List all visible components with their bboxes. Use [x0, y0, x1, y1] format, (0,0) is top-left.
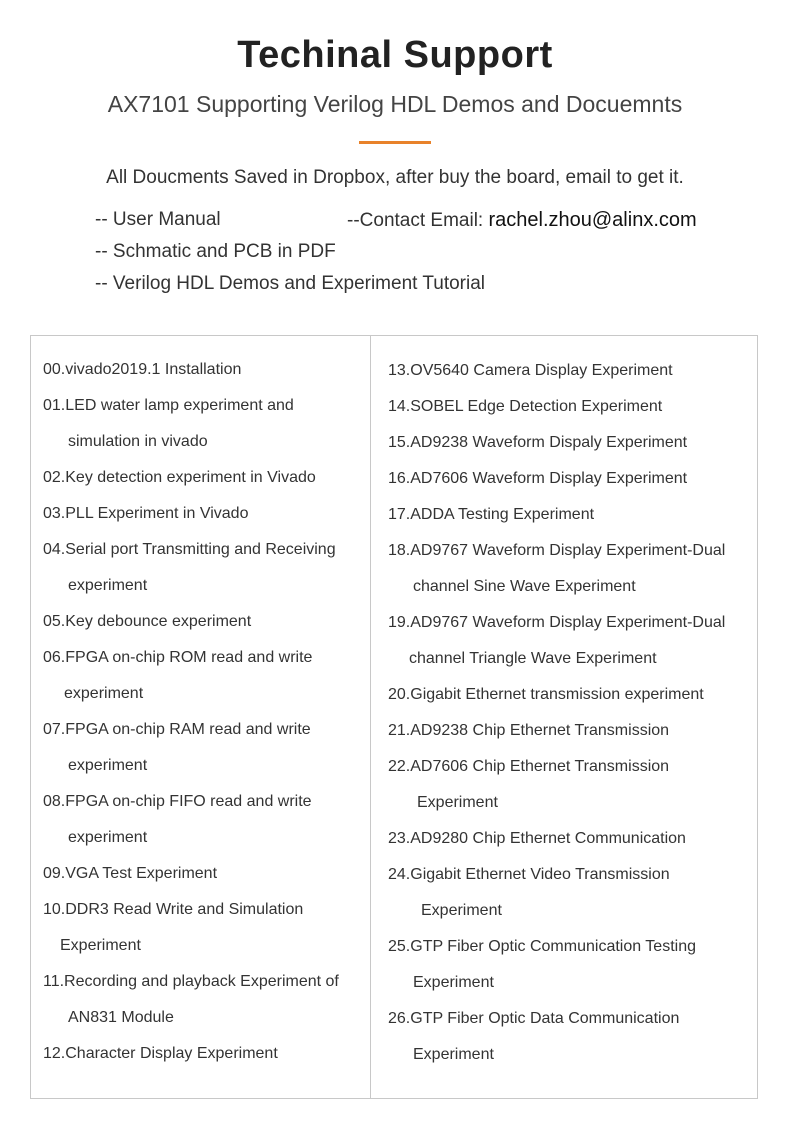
bullet-schematic: -- Schmatic and PCB in PDF — [95, 241, 336, 262]
list-item: simulation in vivado — [68, 433, 208, 450]
list-item: Experiment — [421, 902, 502, 919]
list-item: Experiment — [413, 1046, 494, 1063]
list-item: experiment — [64, 685, 144, 702]
list-item: AN831 Module — [68, 1009, 174, 1026]
list-item: 00.vivado2019.1 Installation — [43, 361, 242, 378]
contact-line — [347, 209, 697, 232]
list-item: 18.AD9767 Waveform Display Experiment-Dual — [388, 542, 726, 559]
list-item: Experiment — [60, 937, 141, 954]
list-item: 17.ADDA Testing Experiment — [388, 506, 595, 523]
intro-text: All Doucments Saved in Dropbox, after buy the board, email to get it. — [106, 167, 684, 188]
list-item: 19.AD9767 Waveform Display Experiment-Dual — [388, 614, 726, 631]
list-item: Experiment — [413, 974, 494, 991]
list-item: 14.SOBEL Edge Detection Experiment — [388, 398, 663, 415]
list-item: experiment — [68, 757, 148, 774]
list-item: 21.AD9238 Chip Ethernet Transmission — [388, 722, 670, 739]
list-item: 06.FPGA on-chip ROM read and write — [43, 649, 313, 666]
experiment-table — [30, 335, 758, 1099]
list-item: 10.DDR3 Read Write and Simulation — [43, 901, 304, 918]
list-item: experiment — [68, 829, 148, 846]
list-item: 03.PLL Experiment in Vivado — [43, 505, 249, 522]
list-item: 12.Character Display Experiment — [43, 1045, 278, 1062]
list-item: 22.AD7606 Chip Ethernet Transmission — [388, 758, 670, 775]
list-item: Experiment — [417, 794, 498, 811]
list-item: channel Triangle Wave Experiment — [409, 650, 657, 667]
list-item: channel Sine Wave Experiment — [413, 578, 636, 595]
list-item: 13.OV5640 Camera Display Experiment — [388, 362, 673, 379]
page-title: Techinal Support — [237, 34, 553, 76]
column-divider — [370, 336, 371, 1098]
list-item: 16.AD7606 Waveform Display Experiment — [388, 470, 688, 487]
list-item: 20.Gigabit Ethernet transmission experiment — [388, 686, 704, 703]
list-item: experiment — [68, 577, 148, 594]
title-accent-bar — [359, 141, 431, 144]
list-item: 09.VGA Test Experiment — [43, 865, 218, 882]
list-item: 15.AD9238 Waveform Dispaly Experiment — [388, 434, 688, 451]
list-item: 02.Key detection experiment in Vivado — [43, 469, 316, 486]
list-item: 11.Recording and playback Experiment of — [43, 973, 339, 990]
bullet-user-manual: -- User Manual — [95, 209, 221, 230]
list-item: 07.FPGA on-chip RAM read and write — [43, 721, 311, 738]
list-item: 24.Gigabit Ethernet Video Transmission — [388, 866, 670, 883]
list-item: 08.FPGA on-chip FIFO read and write — [43, 793, 312, 810]
contact-email[interactable]: rachel.zhou@alinx.com — [488, 209, 697, 231]
bullet-demos: -- Verilog HDL Demos and Experiment Tutorial — [95, 273, 486, 294]
list-item: 23.AD9280 Chip Ethernet Communication — [388, 830, 686, 847]
list-item: 01.LED water lamp experiment and — [43, 397, 294, 414]
list-item: 05.Key debounce experiment — [43, 613, 252, 630]
page-subtitle: AX7101 Supporting Verilog HDL Demos and Docuemnts — [107, 91, 683, 117]
contact-label: --Contact Email: — [347, 210, 489, 231]
list-item: 04.Serial port Transmitting and Receiving — [43, 541, 336, 558]
list-item: 26.GTP Fiber Optic Data Communication — [388, 1010, 680, 1027]
list-item: 25.GTP Fiber Optic Communication Testing — [388, 938, 696, 955]
